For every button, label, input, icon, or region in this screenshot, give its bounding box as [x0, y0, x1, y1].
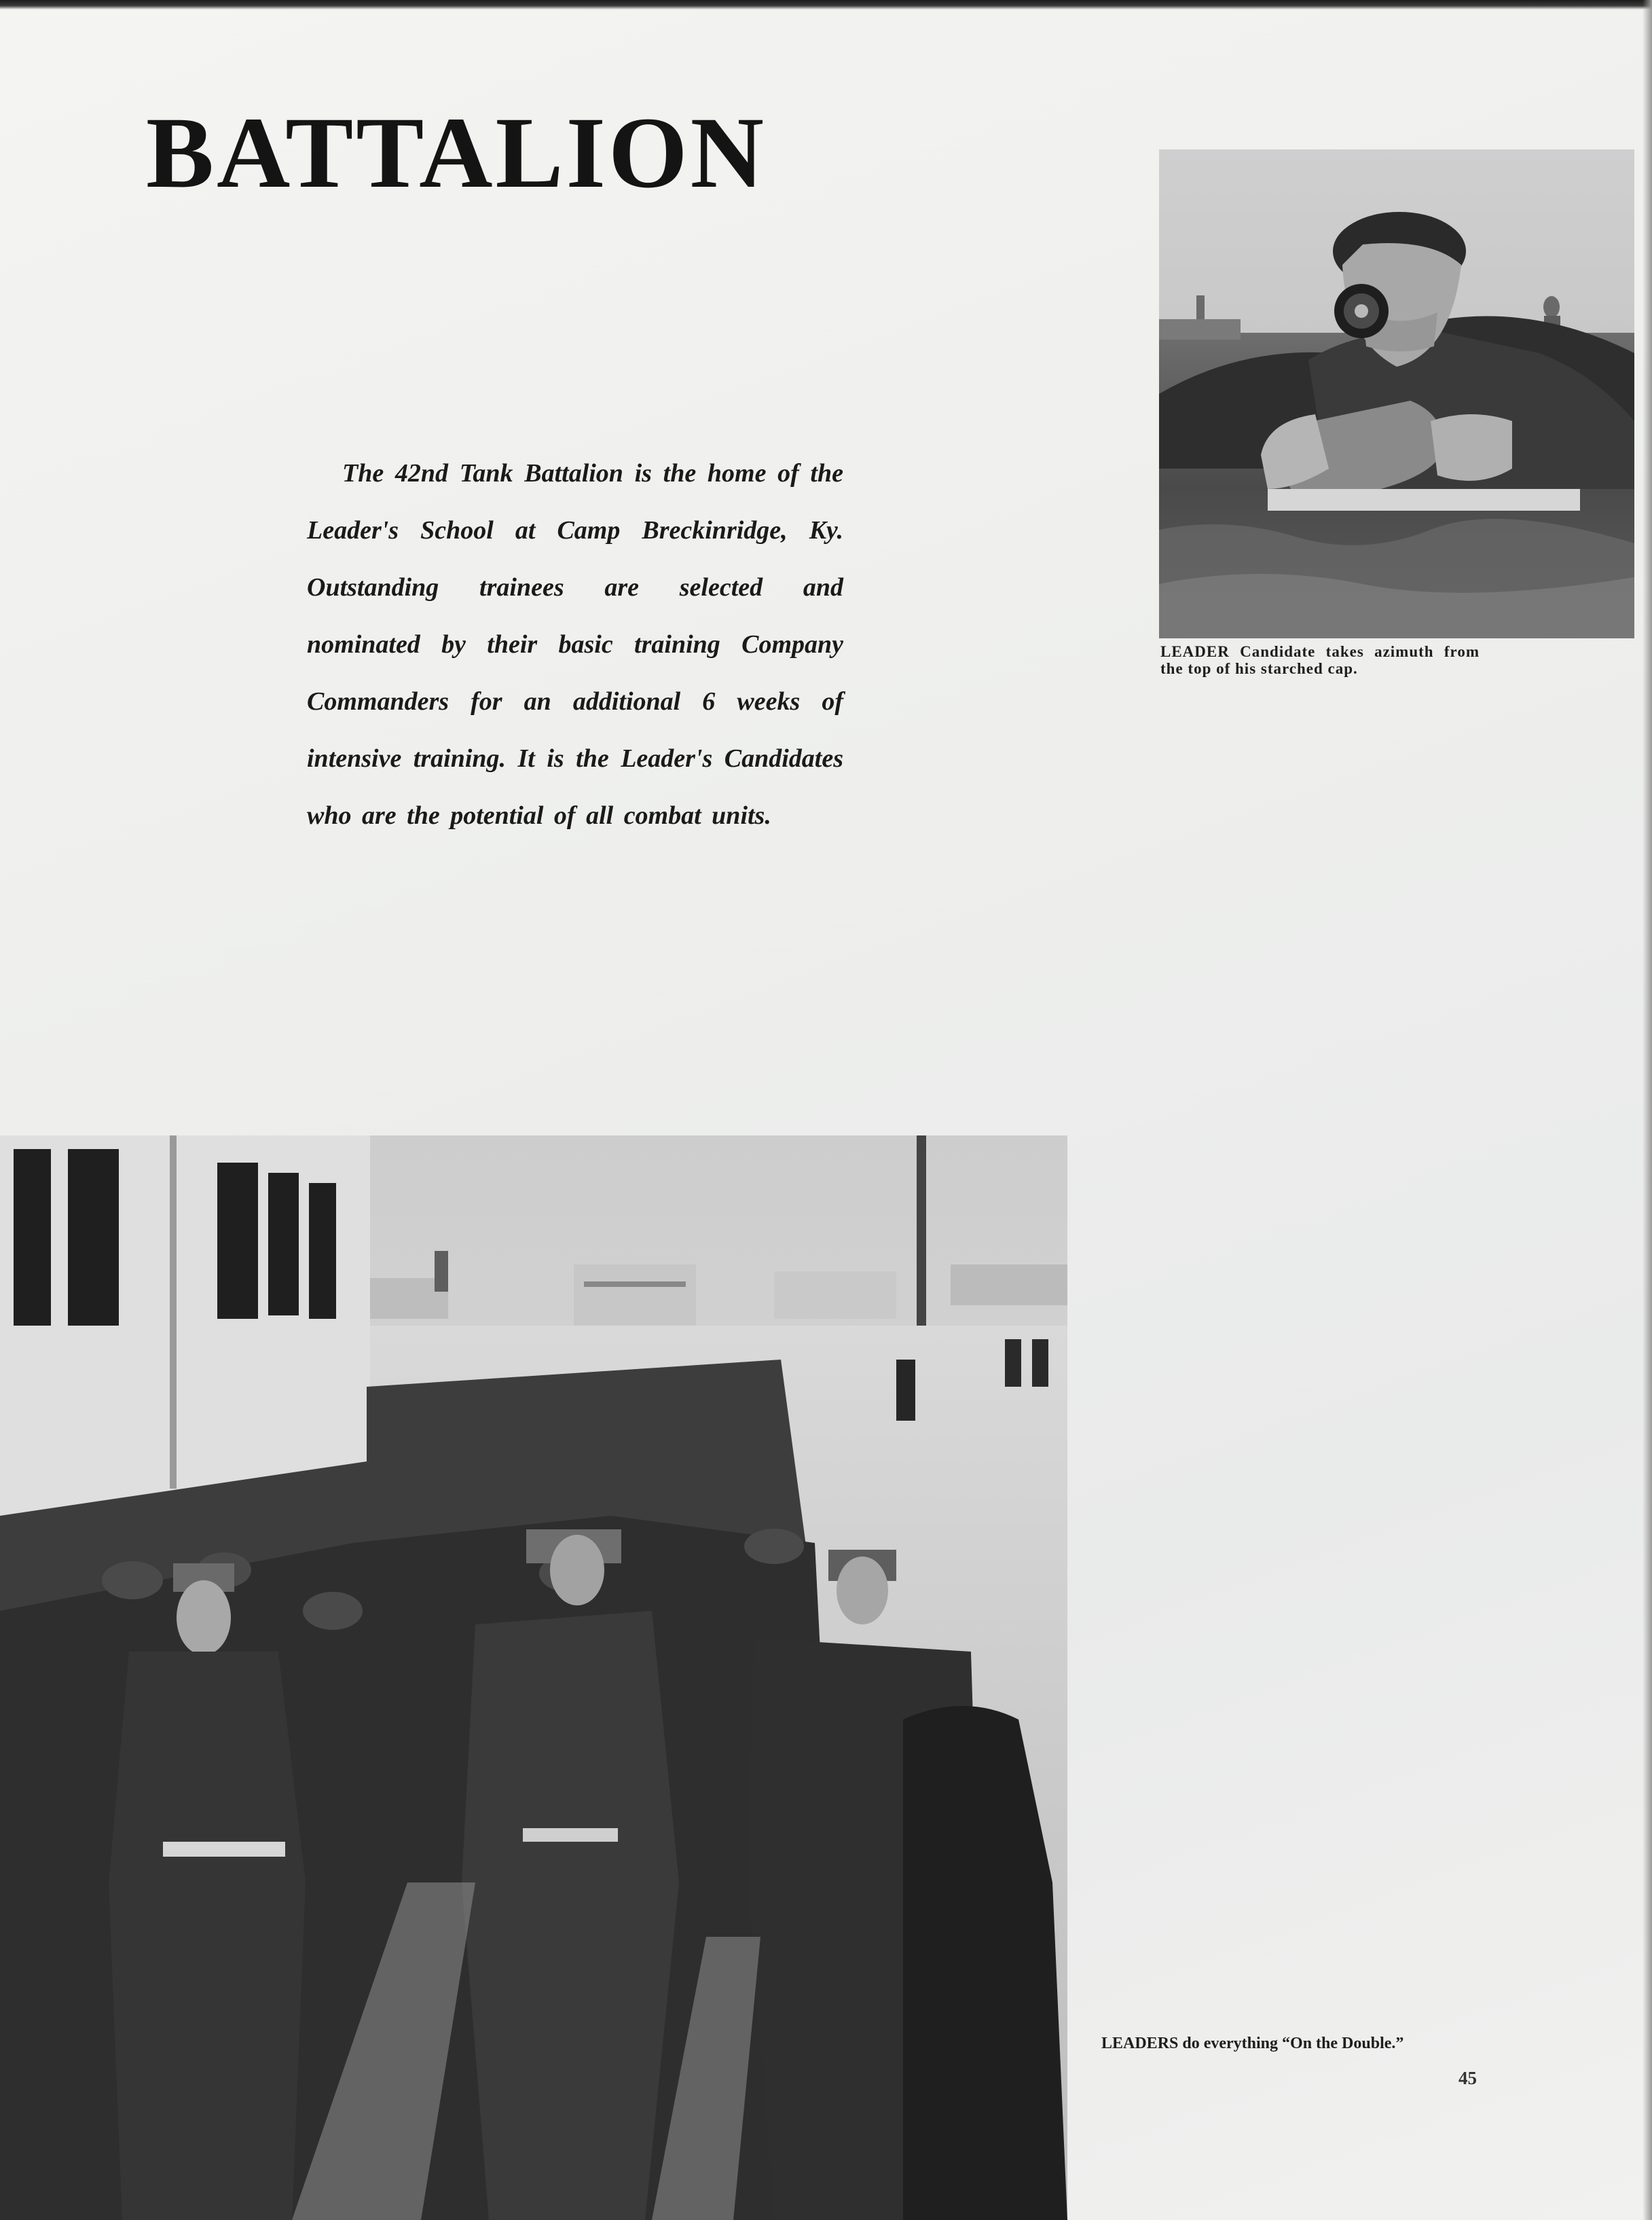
- march-photo: [0, 1135, 1067, 2220]
- page-number: 45: [1458, 2068, 1477, 2088]
- page-title: BATTALION: [146, 96, 767, 209]
- march-photo-caption: LEADERS do everything “On the Double.”: [1101, 2035, 1404, 2052]
- intro-paragraph: The 42nd Tank Battalion is the home of the Leader's School at Camp Breckinridge, Ky. Outstanding trainees are selected and nominated by their basic training Company Commanders for an additional 6 weeks of intensive training. It is the Leader's Candidates who are the potential of all combat units.: [307, 459, 843, 830]
- compass-photo-caption: LEADER Candidate takes azimuth from the top of his starched cap.: [1160, 643, 1480, 677]
- compass-photo: [1159, 149, 1634, 638]
- page-right-shadow: [1642, 0, 1652, 2220]
- page-top-shadow: [0, 0, 1652, 10]
